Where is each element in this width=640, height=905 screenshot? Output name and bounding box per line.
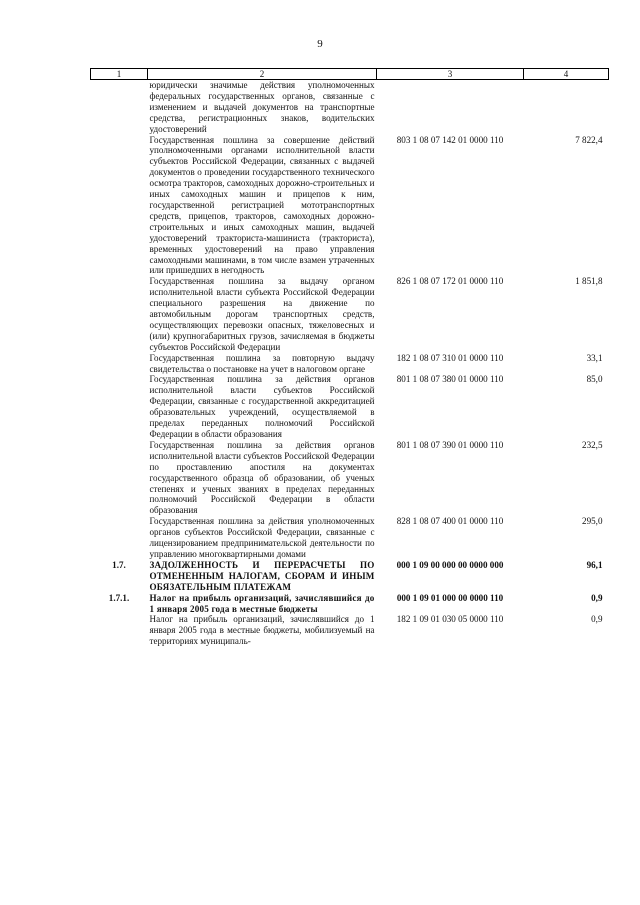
header-col-1: 1 xyxy=(91,69,148,80)
row-number xyxy=(91,614,148,647)
row-description: Государственная пошлина за совершение действий уполномоченными органами исполнительной власти субъектов Российской Федерации, связанных с выдачей документов о проведении государственного технического осмотра тракторов, самоходных дорожно-строительных и иных самоходных машин и прицепов к ним, государственной регистрацией мототранспортных средств, прицепов, тракторов, самоходных дорожно-строительных и иных самоходных машин, выдачей удостоверений тракториста-машиниста (тракториста), временных удостоверений на право управления самоходными машинами, в том числе взамен утраченных или пришедших в негодность xyxy=(149,134,375,276)
row-number xyxy=(91,516,148,560)
row-budget-code xyxy=(377,80,524,135)
row-value: 0,9 xyxy=(591,614,603,625)
row-budget-code: 182 1 08 07 310 01 0000 110 xyxy=(396,352,504,363)
row-budget-code: 182 1 09 01 030 05 0000 110 xyxy=(396,614,504,625)
row-value: 0,9 xyxy=(591,592,603,603)
table-row xyxy=(91,614,609,647)
row-description: Государственная пошлина за повторную выдачу свидетельства о постановке на учет в налоговом органе xyxy=(149,352,375,374)
row-number: 1.7.1. xyxy=(108,592,130,603)
row-number xyxy=(91,276,148,352)
row-description: Государственная пошлина за действия органов исполнительной власти субъектов Российской Федерации по проставлению апостиля на документах государственного образца об образовании, об ученых степенях и ученых званиях в пределах переданных полномочий Российской Федерации в области образования xyxy=(149,439,375,516)
header-row xyxy=(91,69,609,80)
row-value: 33,1 xyxy=(586,352,603,363)
budget-revenue-table xyxy=(90,68,609,647)
row-budget-code: 000 1 09 00 000 00 0000 000 xyxy=(396,559,504,570)
table-row xyxy=(91,516,609,560)
row-description: юридически значимые действия уполномоченных федеральных государственных органов, связанные с изменением и выдачей документов на транспортные средства, регистрационных знаков, водительских удостоверений xyxy=(149,80,375,134)
row-value xyxy=(524,80,609,135)
row-budget-code: 826 1 08 07 172 01 0000 110 xyxy=(396,276,504,287)
row-budget-code: 828 1 08 07 400 01 0000 110 xyxy=(396,516,504,527)
table-row xyxy=(91,440,609,516)
table-row xyxy=(91,353,609,375)
table-row xyxy=(91,560,609,593)
row-description: Государственная пошлина за действия органов исполнительной власти субъектов Российской Федерации, связанные с государственной аккредитацией образовательных учреждений, осуществляемой в пределах переданных полномочий Российской Федерации в области образования xyxy=(149,374,375,439)
row-budget-code: 803 1 08 07 142 01 0000 110 xyxy=(396,134,504,145)
row-value: 7 822,4 xyxy=(575,134,603,145)
row-description: Налог на прибыль организаций, зачислявшийся до 1 января 2005 года в местные бюджеты, мобилизуемый на территориях муниципаль- xyxy=(149,614,375,647)
row-budget-code: 801 1 08 07 380 01 0000 110 xyxy=(396,374,504,385)
row-value: 96,1 xyxy=(586,559,603,570)
row-budget-code: 801 1 08 07 390 01 0000 110 xyxy=(396,439,504,450)
row-budget-code: 000 1 09 01 000 00 0000 110 xyxy=(396,592,504,603)
table-row xyxy=(91,593,609,615)
row-number xyxy=(91,80,148,135)
table-row xyxy=(91,80,609,135)
row-value: 232,5 xyxy=(582,439,603,450)
page-number: 9 xyxy=(317,38,323,50)
row-number xyxy=(91,135,148,277)
row-description: ЗАДОЛЖЕННОСТЬ И ПЕРЕРАСЧЕТЫ ПО ОТМЕНЕННЫМ НАЛОГАМ, СБОРАМ И ИНЫМ ОБЯЗАТЕЛЬНЫМ ПЛАТЕЖАМ xyxy=(149,559,375,592)
row-description: Государственная пошлина за действия уполномоченных органов субъектов Российской Федерации, связанные с лицензированием предпринимательской деятельности по управлению многоквартирными домами xyxy=(149,516,375,559)
header-col-4: 4 xyxy=(524,69,609,80)
row-number xyxy=(91,353,148,375)
table-row xyxy=(91,276,609,352)
row-description: Государственная пошлина за выдачу органом исполнительной власти субъекта Российской Федерации специального разрешения на движение по автомобильным дорогам транспортных средств, осуществляющих перевозки опасных, тяжеловесных и (или) крупногабаритных грузов, зачисляемая в бюджеты субъектов Российской Федерации xyxy=(149,276,375,352)
row-value: 295,0 xyxy=(582,516,603,527)
row-number xyxy=(91,374,148,439)
table-row xyxy=(91,374,609,439)
table-row xyxy=(91,135,609,277)
table-body xyxy=(91,80,609,648)
header-col-3: 3 xyxy=(377,69,524,80)
row-number: 1.7. xyxy=(112,559,126,570)
row-value: 85,0 xyxy=(586,374,603,385)
row-number xyxy=(91,440,148,516)
row-value: 1 851,8 xyxy=(575,276,603,287)
header-col-2: 2 xyxy=(148,69,377,80)
row-description: Налог на прибыль организаций, зачислявшийся до 1 января 2005 года в местные бюджеты xyxy=(149,592,375,614)
